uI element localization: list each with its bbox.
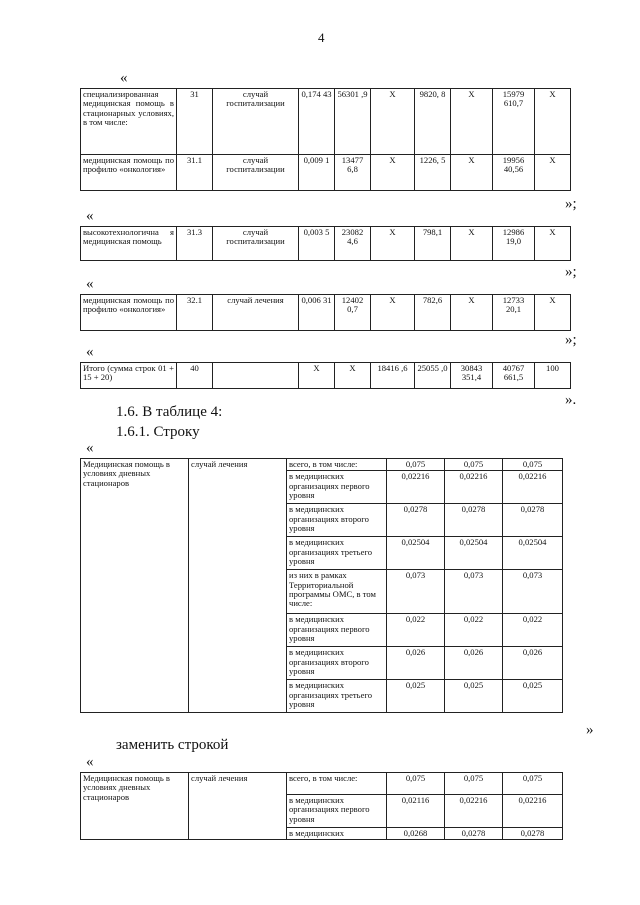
open-quote: « bbox=[86, 440, 94, 456]
row-value: X bbox=[451, 295, 493, 331]
row-value: 0,009 1 bbox=[299, 155, 335, 191]
row-value: 0,0278 bbox=[387, 504, 445, 537]
row-value: 0,003 5 bbox=[299, 227, 335, 261]
row-name: медицинская помощь по профилю «онкология» bbox=[81, 155, 177, 191]
table-row bbox=[81, 459, 563, 471]
table-d bbox=[80, 362, 571, 389]
table-row bbox=[81, 295, 571, 331]
table-row bbox=[81, 89, 571, 155]
row-value: X bbox=[335, 363, 371, 389]
row-value: X bbox=[535, 227, 571, 261]
row-code: 31.3 bbox=[177, 227, 213, 261]
row-value: 0,0278 bbox=[445, 828, 503, 840]
row-value: 12733 20,1 bbox=[493, 295, 535, 331]
row-value: 0,02216 bbox=[503, 795, 563, 828]
row-value: 0,075 bbox=[503, 773, 563, 795]
close-quote: »; bbox=[565, 332, 577, 348]
row-value: 0,075 bbox=[445, 773, 503, 795]
table-row bbox=[81, 773, 563, 795]
row-value: 13477 6,8 bbox=[335, 155, 371, 191]
row-value: X bbox=[299, 363, 335, 389]
open-quote: « bbox=[86, 344, 94, 360]
row-value: 0,174 43 bbox=[299, 89, 335, 155]
row-value: X bbox=[451, 89, 493, 155]
row-label: в медицинских bbox=[287, 828, 387, 840]
row-label: в медицинских организациях первого уровня bbox=[287, 795, 387, 828]
row-value: 0,075 bbox=[503, 459, 563, 471]
row-value: 25055 ,0 bbox=[415, 363, 451, 389]
row-name: высокотехнологична я медицинская помощь bbox=[81, 227, 177, 261]
row-value: X bbox=[451, 227, 493, 261]
row-value: 0,0278 bbox=[445, 504, 503, 537]
row-value: 100 bbox=[535, 363, 571, 389]
row-value: 0,0278 bbox=[503, 504, 563, 537]
row-value: X bbox=[535, 89, 571, 155]
row-value: 0,0268 bbox=[387, 828, 445, 840]
row-unit: случай лечения bbox=[189, 773, 287, 840]
table-row bbox=[81, 363, 571, 389]
row-value: 798,1 bbox=[415, 227, 451, 261]
row-unit: случай госпитализации bbox=[213, 89, 299, 155]
row-value: 23082 4,6 bbox=[335, 227, 371, 261]
row-label: в медицинских организациях первого уровня bbox=[287, 471, 387, 504]
row-value: 30843 351,4 bbox=[451, 363, 493, 389]
row-value: 0,075 bbox=[387, 773, 445, 795]
row-label: в медицинских организациях первого уровня bbox=[287, 614, 387, 647]
table-e bbox=[80, 458, 563, 713]
row-name: Медицинская помощь в условиях дневных стационаров bbox=[81, 459, 189, 713]
row-value: 0,02216 bbox=[503, 471, 563, 504]
table-f bbox=[80, 772, 563, 840]
section-heading: 1.6. В таблице 4: bbox=[116, 404, 223, 420]
row-unit: случай лечения bbox=[189, 459, 287, 713]
row-value: 0,006 31 bbox=[299, 295, 335, 331]
close-quote: ». bbox=[565, 392, 577, 408]
row-value: 0,02116 bbox=[387, 795, 445, 828]
open-quote: « bbox=[86, 208, 94, 224]
row-value: 0,02504 bbox=[445, 537, 503, 570]
open-quote: « bbox=[86, 754, 94, 770]
row-label: в медицинских организациях второго уровня bbox=[287, 504, 387, 537]
row-value: 0,073 bbox=[387, 570, 445, 614]
row-value: 12986 19,0 bbox=[493, 227, 535, 261]
row-name: Итого (сумма строк 01 + 15 + 20) bbox=[81, 363, 177, 389]
row-unit: случай лечения bbox=[213, 295, 299, 331]
row-label: в медицинских организациях третьего уровня bbox=[287, 537, 387, 570]
row-unit bbox=[213, 363, 299, 389]
row-value: 0,02216 bbox=[445, 471, 503, 504]
row-value: X bbox=[535, 295, 571, 331]
row-value: 9820, 8 bbox=[415, 89, 451, 155]
table-row bbox=[81, 227, 571, 261]
table-c bbox=[80, 294, 571, 331]
row-value: 15979 610,7 bbox=[493, 89, 535, 155]
subsection-heading: заменить строкой bbox=[116, 737, 229, 753]
row-value: 19956 40,56 bbox=[493, 155, 535, 191]
row-value: X bbox=[451, 155, 493, 191]
close-quote: » bbox=[586, 722, 594, 738]
close-quote: »; bbox=[565, 264, 577, 280]
row-value: X bbox=[371, 295, 415, 331]
open-quote: « bbox=[120, 70, 128, 86]
row-unit: случай госпитализации bbox=[213, 155, 299, 191]
row-code: 31.1 bbox=[177, 155, 213, 191]
row-value: 0,022 bbox=[503, 614, 563, 647]
row-value: X bbox=[535, 155, 571, 191]
row-value: 0,026 bbox=[503, 647, 563, 680]
row-value: X bbox=[371, 89, 415, 155]
row-value: 0,0278 bbox=[503, 828, 563, 840]
row-name: медицинская помощь по профилю «онкология» bbox=[81, 295, 177, 331]
row-label: всего, в том числе: bbox=[287, 459, 387, 471]
row-value: 0,02504 bbox=[387, 537, 445, 570]
row-value: X bbox=[371, 227, 415, 261]
row-value: 0,02504 bbox=[503, 537, 563, 570]
row-value: 0,075 bbox=[445, 459, 503, 471]
row-value: 782,6 bbox=[415, 295, 451, 331]
close-quote: »; bbox=[565, 196, 577, 212]
row-value: 0,025 bbox=[387, 680, 445, 713]
row-value: 18416 ,6 bbox=[371, 363, 415, 389]
row-value: 0,022 bbox=[387, 614, 445, 647]
row-value: 0,02216 bbox=[445, 795, 503, 828]
row-value: 0,02216 bbox=[387, 471, 445, 504]
open-quote: « bbox=[86, 276, 94, 292]
row-value: 40767 661,5 bbox=[493, 363, 535, 389]
row-value: 1226, 5 bbox=[415, 155, 451, 191]
row-label: из них в рамках Территориальной программы ОМС, в том числе: bbox=[287, 570, 387, 614]
row-value: 0,022 bbox=[445, 614, 503, 647]
row-unit: случай госпитализации bbox=[213, 227, 299, 261]
row-value: 0,073 bbox=[503, 570, 563, 614]
row-value: 0,073 bbox=[445, 570, 503, 614]
row-value: 12402 0,7 bbox=[335, 295, 371, 331]
row-value: 0,026 bbox=[387, 647, 445, 680]
row-name: Медицинская помощь в условиях дневных стационаров bbox=[81, 773, 189, 840]
table-a bbox=[80, 88, 571, 191]
page-number: 4 bbox=[318, 30, 325, 45]
table-row bbox=[81, 155, 571, 191]
row-code: 31 bbox=[177, 89, 213, 155]
row-value: 0,026 bbox=[445, 647, 503, 680]
row-value: 56301 ,9 bbox=[335, 89, 371, 155]
row-value: 0,075 bbox=[387, 459, 445, 471]
row-value: 0,025 bbox=[503, 680, 563, 713]
row-value: X bbox=[371, 155, 415, 191]
row-code: 40 bbox=[177, 363, 213, 389]
table-b bbox=[80, 226, 571, 261]
subsection-heading: 1.6.1. Строку bbox=[116, 424, 200, 440]
row-label: в медицинских организациях второго уровня bbox=[287, 647, 387, 680]
row-label: всего, в том числе: bbox=[287, 773, 387, 795]
row-name: специализированная медицинская помощь в стационарных условиях, в том числе: bbox=[81, 89, 177, 155]
row-label: в медицинских организациях третьего уровня bbox=[287, 680, 387, 713]
row-value: 0,025 bbox=[445, 680, 503, 713]
row-code: 32.1 bbox=[177, 295, 213, 331]
